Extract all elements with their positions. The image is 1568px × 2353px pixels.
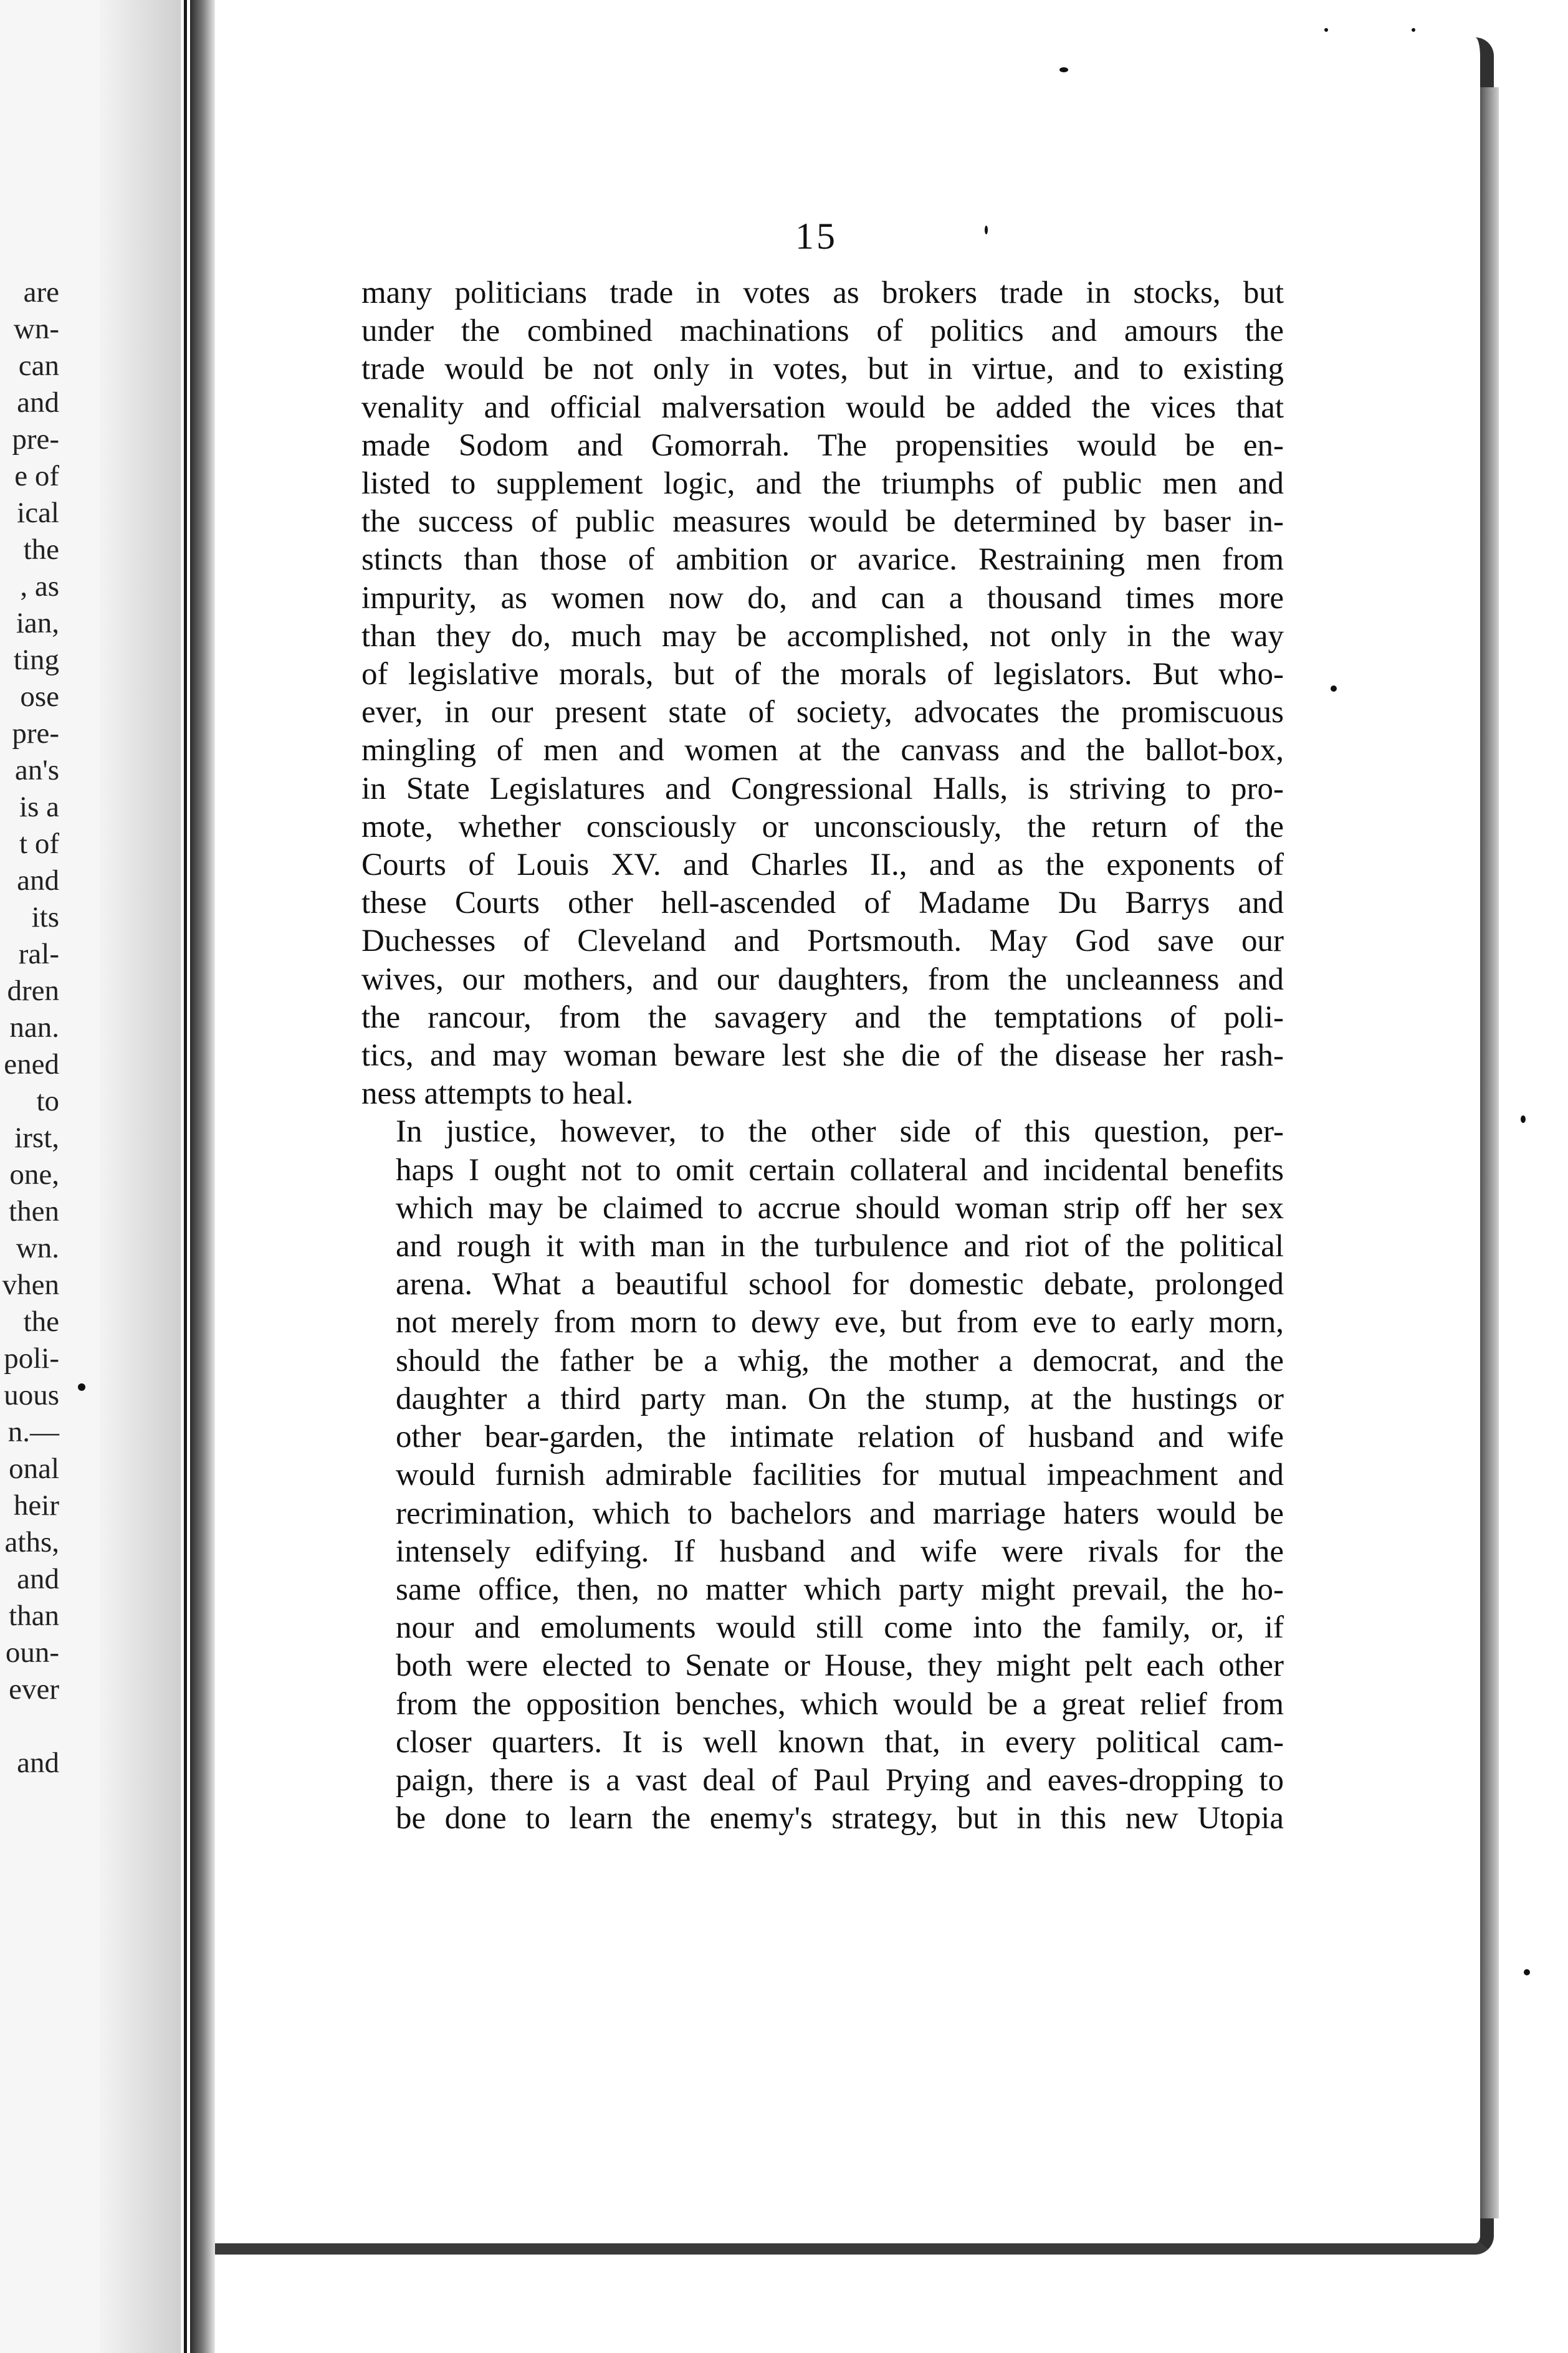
left-page-strip	[0, 0, 187, 2353]
left-page-fragment: ral-	[18, 938, 59, 970]
left-page-fragment: wn-	[13, 313, 59, 345]
left-page-fragment: vhen	[2, 1269, 59, 1301]
left-page-fragment: its	[31, 901, 59, 933]
left-page-fragment: the	[23, 533, 59, 566]
left-page-fragment: oun-	[5, 1636, 59, 1669]
left-page-fragment: and	[17, 1747, 59, 1779]
text-line: other bear-garden, the intimate relation of husband and wife	[396, 1420, 1284, 1455]
text-line: paign, there is a vast deal of Paul Prying and eaves-dropping to	[396, 1762, 1284, 1798]
left-page-fragment: can	[18, 350, 59, 382]
left-page-fragment: wn.	[16, 1232, 59, 1264]
text-line: in State Legislatures and Congressional Halls, is striving to pro-	[361, 771, 1284, 806]
text-line: would furnish admirable facilities for mutual impeachment and	[396, 1458, 1284, 1493]
text-line: of legislative morals, but of the morals of legislators. But who-	[361, 657, 1284, 692]
scan-speck	[1331, 685, 1337, 692]
left-page-fragment: ting	[13, 644, 59, 676]
text-line: the success of public measures would be determined by baser in-	[361, 504, 1284, 540]
left-page-fragment: pre-	[12, 717, 59, 750]
text-line: should the father be a whig, the mother a democrat, and the	[396, 1343, 1284, 1378]
page-edge	[1480, 87, 1499, 2218]
text-line: stincts than those of ambition or avarice. Restraining men from	[361, 542, 1284, 578]
left-page-fragment: onal	[9, 1453, 59, 1485]
scan-speck	[1324, 28, 1328, 32]
text-line: from the opposition benches, which would be a great relief from	[396, 1686, 1284, 1722]
text-line: arena. What a beautiful school for domestic debate, prolonged	[396, 1267, 1284, 1302]
text-line: wives, our mothers, and our daughters, from the uncleanness and	[361, 962, 1284, 997]
text-line: both were elected to Senate or House, they might pelt each other	[396, 1648, 1284, 1684]
gutter-line	[184, 0, 187, 2353]
text-line: In justice, however, to the other side of this question, per-	[396, 1114, 1284, 1150]
text-line: listed to supplement logic, and the triumphs of public men and	[361, 466, 1284, 502]
left-page-fragment: then	[9, 1195, 59, 1228]
page-body-text	[361, 274, 1284, 1838]
text-line: haps I ought not to omit certain collateral and incidental benefits	[396, 1152, 1284, 1188]
scan-speck	[78, 1383, 85, 1391]
text-line: nour and emoluments would still come into the family, or, if	[396, 1610, 1284, 1646]
text-line: impurity, as women now do, and can a thousand times more	[361, 580, 1284, 616]
text-line: closer quarters. It is well known that, in every political cam-	[396, 1724, 1284, 1760]
left-page-fragment: is a	[19, 791, 59, 823]
text-line: these Courts other hell-ascended of Madame Du Barrys and	[361, 885, 1284, 921]
left-page-fragment: one,	[9, 1158, 59, 1191]
scan-speck	[1412, 28, 1415, 32]
left-page-fragment: the	[23, 1305, 59, 1338]
left-page-fragment: t of	[19, 828, 59, 860]
scan-speck	[1059, 67, 1068, 72]
left-page-fragment: and	[17, 864, 59, 897]
scan-speck	[1524, 1969, 1530, 1975]
text-line: made Sodom and Gomorrah. The propensities would be en-	[361, 427, 1284, 463]
scan-speck	[1521, 1115, 1526, 1123]
text-line: recrimination, which to bachelors and marriage haters would be	[396, 1496, 1284, 1531]
text-line: Courts of Louis XV. and Charles II., and as the exponents of	[361, 847, 1284, 883]
left-page-fragment: , as	[20, 570, 59, 603]
left-page-fragment: ened	[4, 1048, 59, 1081]
left-page-fragment: aths,	[4, 1526, 59, 1558]
left-page-fragment: ical	[17, 497, 59, 529]
left-page-fragments	[0, 274, 59, 1782]
text-line: ever, in our present state of society, advocates the promiscuous	[361, 695, 1284, 730]
left-page-fragment: n.—	[7, 1416, 59, 1448]
left-page-fragment: dren	[7, 975, 59, 1007]
scan-speck	[985, 226, 988, 234]
left-page-fragment: heir	[13, 1489, 59, 1522]
text-line: be done to learn the enemy's strategy, but in this new Utopia	[396, 1801, 1284, 1836]
text-line: not merely from morn to dewy eve, but from eve to early morn,	[396, 1305, 1284, 1340]
left-page-fragment: poli-	[4, 1342, 59, 1375]
left-page-fragment: ose	[20, 680, 59, 713]
book-binding	[190, 0, 215, 2353]
text-line: under the combined machinations of politics and amours the	[361, 313, 1284, 349]
paragraph	[361, 274, 1284, 1113]
left-page-fragment	[0, 1708, 59, 1745]
left-page-fragment: irst,	[14, 1122, 59, 1154]
left-page-fragment: uous	[4, 1379, 59, 1411]
text-line: the rancour, from the savagery and the temptations of poli-	[361, 1000, 1284, 1035]
page-number: 15	[795, 216, 838, 257]
left-page-fragment: are	[23, 276, 59, 308]
left-page-fragment: ian,	[16, 607, 59, 639]
text-line: mote, whether consciously or unconsciously, the return of the	[361, 809, 1284, 844]
left-page-fragment: and	[17, 1563, 59, 1595]
text-line: and rough it with man in the turbulence and riot of the political	[396, 1229, 1284, 1264]
left-page-fragment: pre-	[12, 423, 59, 456]
text-line: daughter a third party man. On the stump, at the hustings or	[396, 1381, 1284, 1416]
left-page-fragment: an's	[14, 754, 59, 786]
text-line: intensely edifying. If husband and wife were rivals for the	[396, 1534, 1284, 1569]
left-page-fragment: and	[17, 386, 59, 419]
text-line: Duchesses of Cleveland and Portsmouth. May God save our	[361, 924, 1284, 959]
left-page-fragment: to	[36, 1085, 59, 1117]
paragraph	[361, 1113, 1284, 1838]
text-line: ness attempts to heal.	[361, 1076, 634, 1112]
text-line: tics, and may woman beware lest she die of the disease her rash-	[361, 1038, 1284, 1074]
text-line: many politicians trade in votes as brokers trade in stocks, but	[361, 275, 1284, 310]
text-line: venality and official malversation would be added the vices that	[361, 389, 1284, 425]
left-page-shadow	[100, 0, 181, 2353]
text-line: which may be claimed to accrue should woman strip off her sex	[396, 1190, 1284, 1226]
left-page-fragment: ever	[9, 1673, 59, 1706]
text-line: mingling of men and women at the canvass and the ballot-box,	[361, 733, 1284, 768]
left-page-fragment: nan.	[9, 1011, 59, 1044]
left-page-fragment: than	[9, 1600, 59, 1632]
text-line: trade would be not only in votes, but in virtue, and to existing	[361, 351, 1284, 387]
text-line: than they do, much may be accomplished, not only in the way	[361, 618, 1284, 654]
text-line: same office, then, no matter which party might prevail, the ho-	[396, 1572, 1284, 1607]
left-page-fragment: e of	[14, 460, 59, 492]
